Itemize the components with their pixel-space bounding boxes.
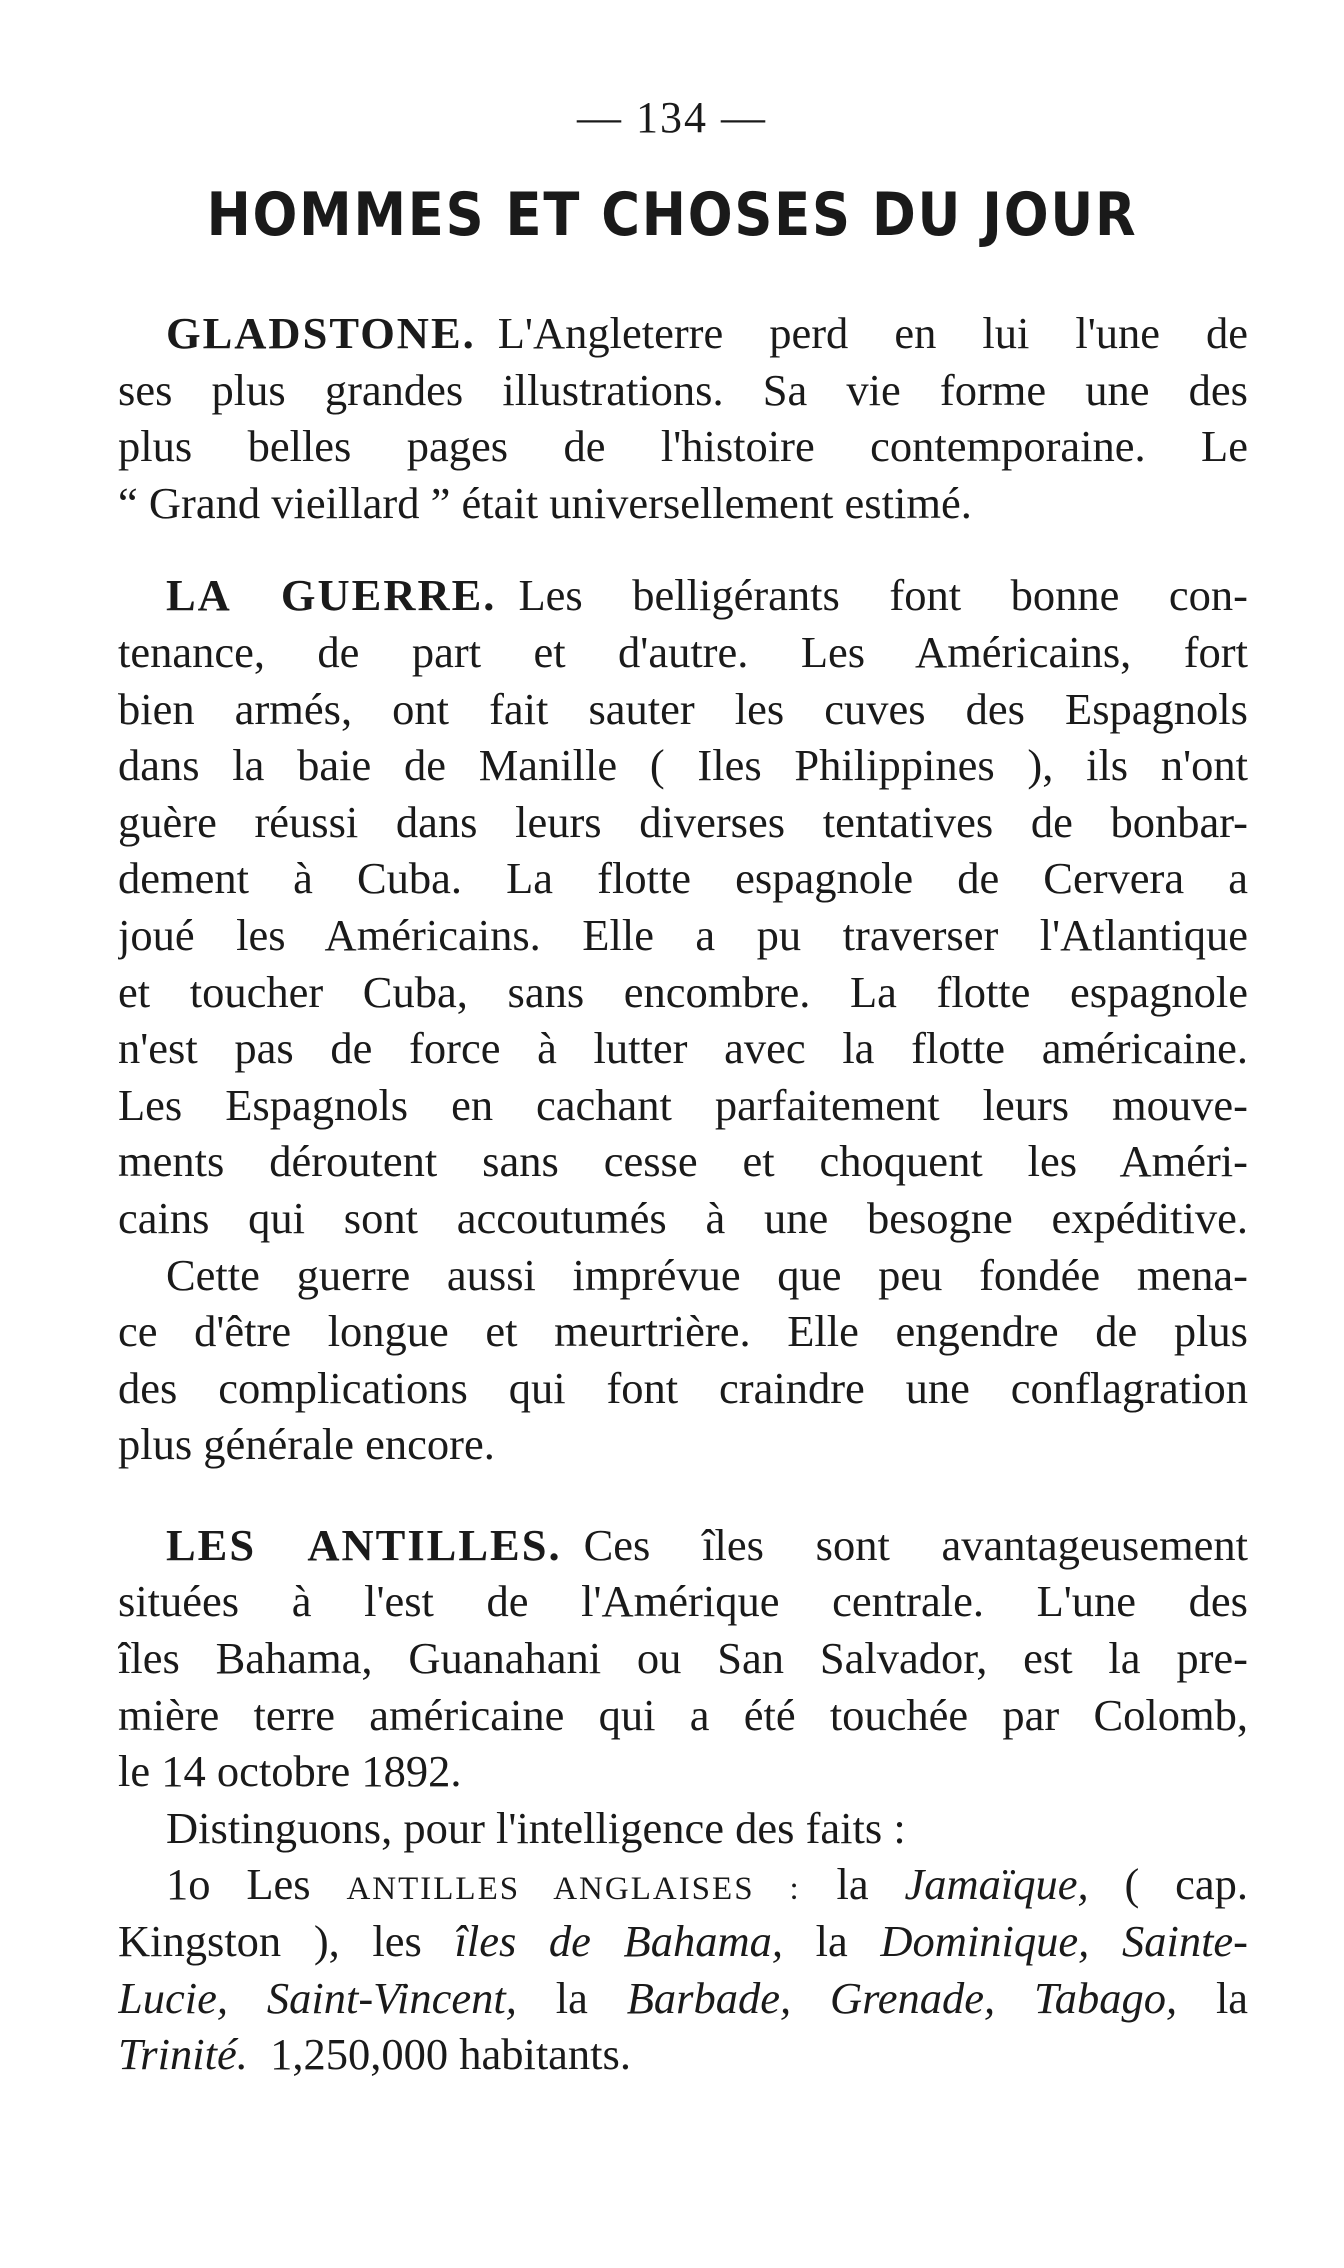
text-line: joué les Américains. Elle a pu traverser l'Atlantique	[118, 909, 1248, 960]
text-line: îles Bahama, Guanahani ou San Salvador, est la pre-	[118, 1633, 1248, 1684]
text-line: cains qui sont accoutumés à une besogne expéditive.	[118, 1192, 1248, 1243]
section-heading: HOMMES ET CHOSES DU JOUR	[206, 180, 1138, 250]
paragraph-guerre	[118, 567, 1248, 1473]
text-line: ce d'être longue et meurtrière. Elle engendre de plus	[118, 1306, 1248, 1357]
text-line: situées à l'est de l'Amérique centrale. L'une des	[118, 1576, 1248, 1627]
text-line: des complications qui font craindre une conflagration	[118, 1362, 1248, 1413]
text-line: le 14 octobre 1892.	[118, 1746, 462, 1797]
page-number: — 134 —	[577, 93, 767, 142]
page-body	[118, 305, 1248, 2083]
text-line: LA GUERRE. Les belligérants font bonne con-	[166, 570, 1248, 621]
text-line: LES ANTILLES. Ces îles sont avantageusement	[166, 1519, 1248, 1570]
text-line: “ Grand vieillard ” était universellement estimé.	[118, 477, 972, 528]
entry-label: LES ANTILLES.	[166, 1519, 562, 1570]
text-line: ses plus grandes illustrations. Sa vie forme une des	[118, 364, 1248, 415]
text-line: ments déroutent sans cesse et choquent les Améri-	[118, 1136, 1248, 1187]
text-line: plus générale encore.	[118, 1419, 495, 1470]
text-line: n'est pas de force à lutter avec la flotte américaine.	[118, 1023, 1248, 1074]
list-item-line: Kingston ), les îles de Bahama, la Dominique, Sainte-	[118, 1916, 1248, 1967]
text-line: Les Espagnols en cachant parfaitement leurs mouve-	[118, 1079, 1248, 1130]
paragraph-antilles	[118, 1517, 1248, 2083]
entry-label: LA GUERRE.	[166, 570, 497, 621]
text-line: plus belles pages de l'histoire contemporaine. Le	[118, 421, 1248, 472]
text-line: et toucher Cuba, sans encombre. La flotte espagnole	[118, 966, 1248, 1017]
text-line: dans la baie de Manille ( Iles Philippines ), ils n'ont	[118, 740, 1248, 791]
entry-label: GLADSTONE.	[166, 308, 476, 358]
list-item-line: Lucie, Saint-Vincent, la Barbade, Grenade, Tabago, la	[118, 1972, 1248, 2023]
text-line: dement à Cuba. La flotte espagnole de Cervera a	[118, 853, 1248, 904]
list-item-line: 1o Les ANTILLES ANGLAISES : la Jamaïque, ( cap.	[166, 1859, 1248, 1910]
text-line: Cette guerre aussi imprévue que peu fondée mena-	[166, 1249, 1248, 1300]
text-line: guère réussi dans leurs diverses tentatives de bonbar-	[118, 796, 1248, 847]
paragraph-gladstone	[118, 305, 1248, 531]
text-line: bien armés, ont fait sauter les cuves des Espagnols	[118, 683, 1248, 734]
category-label: ANTILLES ANGLAISES :	[346, 1871, 801, 1908]
text-line: mière terre américaine qui a été touchée par Colomb,	[118, 1689, 1248, 1740]
text-line: GLADSTONE. L'Angleterre perd en lui l'une de	[166, 308, 1248, 358]
list-item-line: Trinité. 1,250,000 habitants.	[118, 2029, 631, 2080]
text-line: Distinguons, pour l'intelligence des faits :	[166, 1802, 906, 1853]
text-line: tenance, de part et d'autre. Les Américains, fort	[118, 626, 1248, 677]
